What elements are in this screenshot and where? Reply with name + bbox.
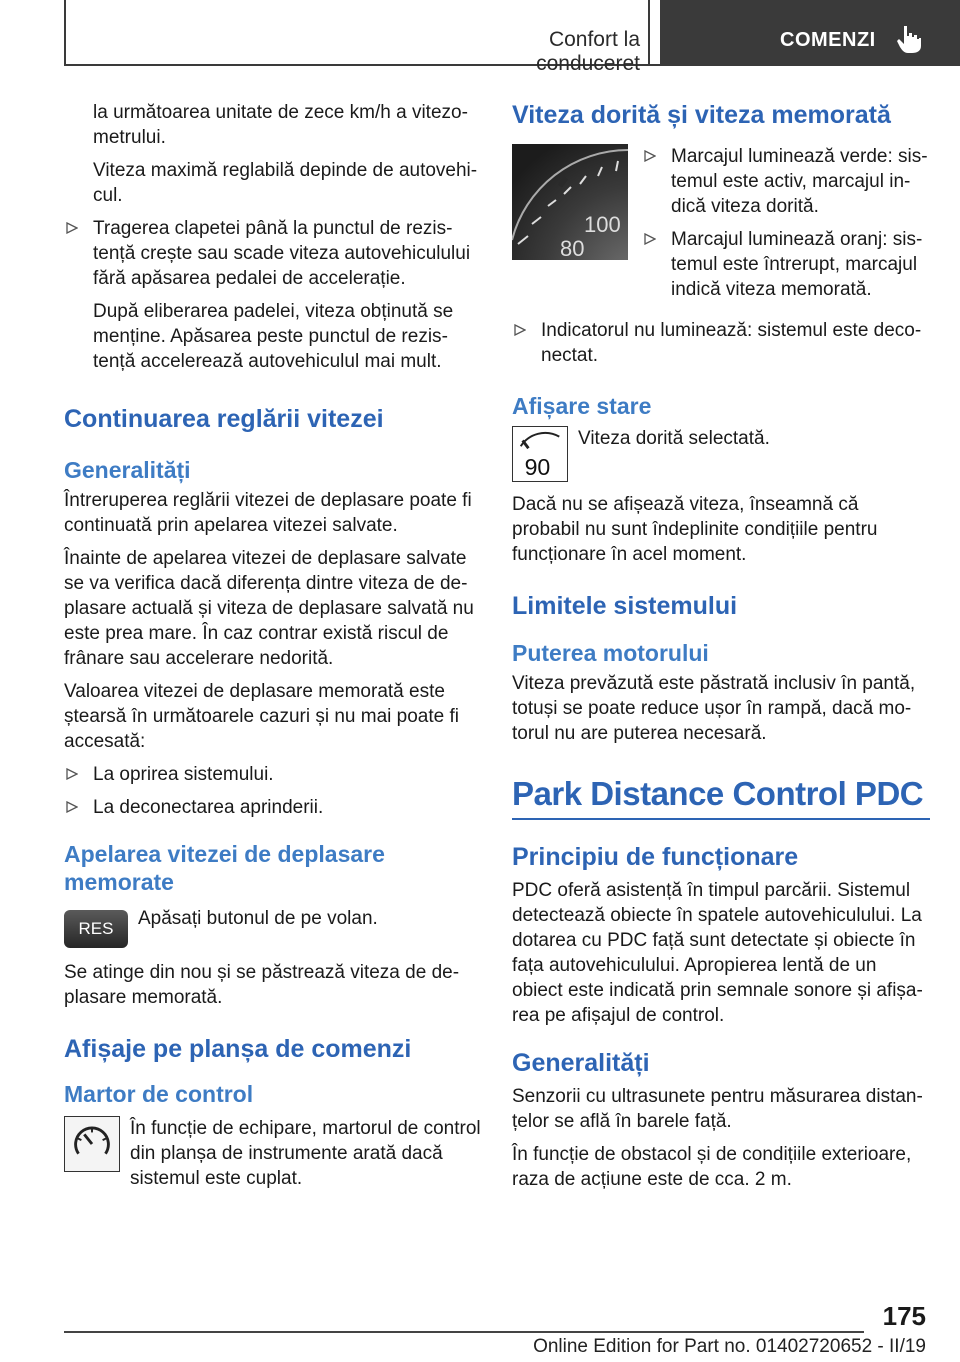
list-item: [64, 762, 482, 787]
cruise-control-indicator-icon: [64, 1116, 120, 1172]
status-row: [512, 426, 930, 482]
paragraph: În funcție de obstacol și de condițiile exterioare, raza de acțiune este de cca. 2 m.: [512, 1144, 912, 1190]
status-text: Viteza dorită selectată.: [578, 428, 770, 449]
heading-desired-speed: Viteza dorită și viteza memorată: [512, 101, 891, 129]
bullet-subtext: După eliberarea padelei, viteza obținută se menține. Apăsarea peste punctul de rezistență accelerează autovehiculul mai mult.: [93, 301, 454, 372]
heading-display: Afișaje pe planșa de comenzi: [64, 1035, 412, 1063]
list-item: [642, 144, 930, 219]
triangle-bullet-icon: [66, 801, 78, 813]
paragraph: PDC oferă asistență în timpul parcării. Sistemul detectează obiecte în spatele autovehiculului. La dotarea cu PDC față sunt detectate și obiecte în fața autovehiculului. Apropierea lentă de un obiect este indicată prin semnale sonore și afișarea pe afișajul de control.: [512, 880, 923, 1026]
triangle-bullet-icon: [644, 233, 656, 245]
res-button-icon: RES: [64, 910, 128, 948]
bullet-text: Marcajul luminează verde: sistemul este activ, marcajul indică viteza dorită.: [671, 146, 928, 217]
speedometer-image: [512, 144, 628, 260]
speedometer-label-100: 100: [584, 212, 621, 237]
bullet-text: Tragerea clapetei până la punctul de rezistență crește sau scade viteza autovehiculului fără apăsarea pedalei de accelerație.: [93, 218, 471, 289]
triangle-bullet-icon: [66, 222, 78, 234]
triangle-bullet-icon: [66, 768, 78, 780]
speed-status-icon: [512, 426, 568, 482]
footer-rule: [64, 1331, 864, 1333]
heading-continue-speed: Continuarea reglării vitezei: [64, 405, 384, 433]
triangle-bullet-icon: [514, 324, 526, 336]
speedometer-notes: [642, 144, 930, 310]
footer-edition: Online Edition for Part no. 01402720652 - II/19: [533, 1336, 926, 1357]
heading-status-display: Afișare stare: [512, 393, 652, 419]
paragraph: Valoarea vitezei de deplasare memorată este ștearsă în următoarele cazuri și nu mai poate fi accesată:: [64, 681, 459, 752]
paragraph: Se atinge din nou și se păstrează viteza de deplasare memorată.: [64, 962, 460, 1008]
heading-system-limits: Limitele sistemului: [512, 592, 738, 620]
intro-text-1: la următoarea unitate de zece km/h a vitezometrului.: [93, 102, 468, 148]
list-item: [642, 227, 930, 302]
paragraph: Întreruperea reglării vitezei de deplasare poate fi continuată prin apelarea vitezei salvate.: [64, 490, 472, 536]
list-item: [512, 318, 930, 368]
intro-text-2: Viteza maximă reglabilă depinde de autovehicul.: [93, 160, 478, 206]
list-item: [64, 216, 482, 291]
right-column: [512, 100, 930, 1200]
list-item: [64, 795, 482, 820]
hand-pointer-icon: [896, 24, 922, 54]
paragraph: Dacă nu se afișează viteza, înseamnă că probabil nu sunt îndeplinite condițiile pentru funcționare în acel moment.: [512, 494, 878, 565]
left-column: [64, 100, 482, 1199]
bullet-text: La deconectarea aprinderii.: [93, 797, 324, 818]
paragraph: Senzorii cu ultrasunete pentru măsurarea distanțelor se află în barele față.: [512, 1086, 923, 1132]
heading-engine-power: Puterea motorului: [512, 640, 709, 666]
heading-pdc: Park Distance Control PDC: [512, 774, 930, 820]
res-text: Apăsați butonul de pe volan.: [138, 908, 378, 929]
paragraph: Înainte de apelarea vitezei de deplasare salvate se va verifica dacă diferența dintre viteza de deplasare actuală și viteza de deplasare salvată nu este prea mare. În caz contrar există riscul de frânare sau accelerare nedorită.: [64, 548, 474, 669]
triangle-bullet-icon: [644, 150, 656, 162]
heading-general-2: Generalități: [512, 1049, 650, 1077]
heading-indicator: Martor de control: [64, 1081, 254, 1107]
bullet-text: Indicatorul nu luminează: sistemul este deconectat.: [541, 320, 922, 366]
page-number: 175: [882, 1301, 926, 1331]
heading-recall-speed: Apelarea vitezei de deplasare memorate: [64, 841, 385, 895]
indicator-text: În funcție de echipare, martorul de control din planșa de instrumente arată dacă sistemul este cuplat.: [130, 1118, 481, 1189]
res-row: [64, 906, 482, 948]
speedometer-label-80: 80: [560, 236, 585, 260]
header-chapter-title: COMENZI: [780, 29, 876, 51]
speedometer-row: [512, 144, 930, 310]
header-section-title: Confort la conduceret: [536, 28, 640, 75]
heading-general: Generalități: [64, 457, 191, 483]
bullet-text: La oprirea sistemului.: [93, 764, 274, 785]
bullet-text: Marcajul luminează oranj: sistemul este întrerupt, marcajul indică viteza memorată.: [671, 229, 923, 300]
heading-operating-principle: Principiu de funcționare: [512, 843, 799, 871]
paragraph: Viteza prevăzută este păstrată inclusiv în pantă, totuși se poate reduce ușor în rampă, dacă motorul nu are puterea necesară.: [512, 673, 916, 744]
status-speed-value: 90: [524, 454, 551, 481]
indicator-row: [64, 1116, 482, 1191]
